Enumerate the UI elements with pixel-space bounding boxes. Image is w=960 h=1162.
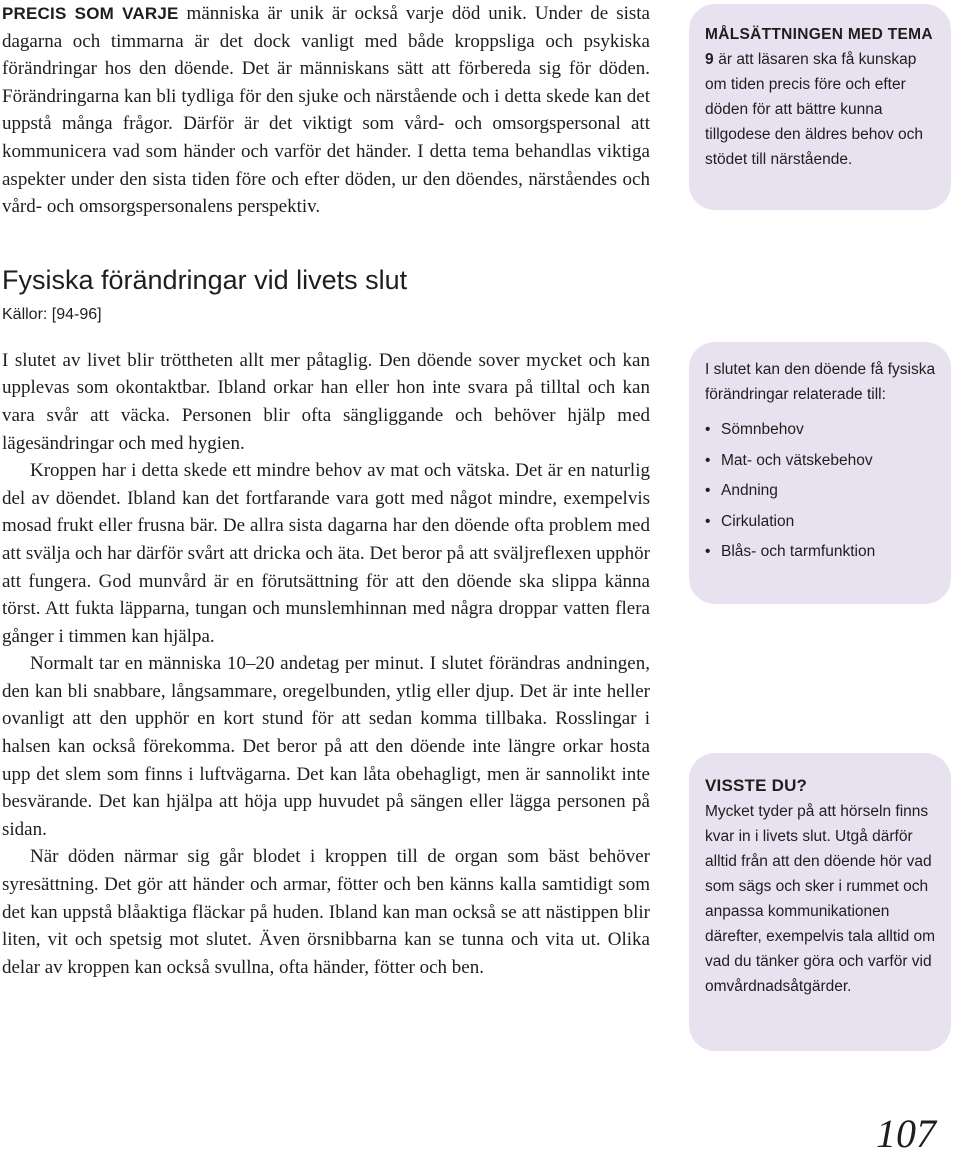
bullet-icon: • bbox=[705, 543, 711, 561]
list-item-label: Cirkulation bbox=[721, 512, 795, 530]
page-number: 107 bbox=[876, 1111, 936, 1156]
list-item bbox=[705, 446, 937, 477]
list-item-label: Sömnbehov bbox=[721, 421, 804, 438]
intro-text: människa är unik är också varje död unik. Under de sista dagarna och timmarna är det dock vanligt med både kroppsliga och psykiska förändringar hos den döende. Det är människans sätt att förbereda sig för döden. Förändringarna kan bli tydliga för den sjuke och närstående och i detta skede kan det uppstå många frågor. Därför är det viktigt som vård- och omsorgspersonal att kommunicera vad som händer och varför det händer. I detta tema behandlas viktiga aspekter under den sista tiden före och efter döden, ur den döendes, närståendes och vård- och omsorgspersonalens perspektiv. bbox=[2, 3, 650, 218]
body-paragraph: Normalt tar en människa 10–20 andetag per minut. I slutet förändras andningen, den kan bli snabbare, långsammare, oregelbunden, ytlig eller djup. Det är inte heller ovanligt att den upphör en kort stund för att sedan komma tillbaka. Rosslingar i halsen kan också förekomma. Det beror på att den döende inte längre orkar hosta upp det slem som finns i luftvägarna. Det kan låta obehagligt, men är sannolikt inte besvärande. Det kan hjälpa att höja upp huvudet på sängen eller lägga personen på sidan. bbox=[2, 653, 650, 840]
list-item-label: Blås- och tarmfunktion bbox=[721, 543, 876, 561]
list-item bbox=[705, 476, 937, 507]
body-paragraph: När döden närmar sig går blodet i kroppen till de organ som bäst behöver syresättning. Det gör att händer och armar, fötter och ben känns kalla samtidigt som det kan uppstå blåaktiga fläckar på huden. Ibland kan man också se att nästippen blir liten, vit och spetsig mot slutet. Även örsnibbarna kan se tunna och vita ut. Olika delar av kroppen kan också svullna, ofta händer, fötter och ben. bbox=[2, 846, 650, 978]
bullet-icon: • bbox=[705, 512, 711, 530]
list-item bbox=[705, 537, 937, 568]
sources-line: Källor: [94-96] bbox=[2, 305, 102, 323]
goal-box bbox=[689, 4, 951, 210]
list-item bbox=[705, 415, 937, 446]
changes-list bbox=[705, 415, 937, 568]
section-heading: Fysiska förändringar vid livets slut bbox=[2, 264, 408, 295]
bullet-icon: • bbox=[705, 482, 711, 500]
body-paragraph: I slutet av livet blir tröttheten allt mer påtaglig. Den döende sover mycket och kan upplevas som okontaktbar. Ibland orkar han eller hon inte svara på tilltal och kan vara svår att väcka. Personen blir ofta sängliggande och behöver hjälp med lägesändringar och med hygien. bbox=[2, 349, 650, 454]
changes-box bbox=[689, 342, 951, 604]
changes-intro: I slutet kan den döende få fysiska förändringar relaterade till: bbox=[705, 361, 936, 403]
did-you-know-title: VISSTE DU? bbox=[705, 776, 808, 795]
main-column bbox=[2, 0, 650, 981]
did-you-know-box bbox=[689, 753, 951, 1051]
list-item-label: Mat- och vätskebehov bbox=[721, 451, 873, 469]
intro-lead: PRECIS SOM VARJE bbox=[2, 4, 179, 23]
bullet-icon: • bbox=[705, 451, 711, 469]
list-item-label: Andning bbox=[721, 482, 778, 500]
body-paragraph: Kroppen har i detta skede ett mindre behov av mat och vätska. Det är en naturlig del av döendet. Ibland kan det fortfarande vara gott med något mindre, exempelvis mosad frukt eller frusna bär. De allra sista dagarna har den döende ofta problem med att svälja och har därför svårt att dricka och äta. Det beror på att sväljreflexen upphör att fungera. God munvård är en förutsättning för att den döende ska slippa känna törst. Att fukta läpparna, tungan och munslemhinnan med några droppar vatten flera gånger i timmen kan hjälpa. bbox=[2, 460, 650, 647]
intro-paragraph bbox=[2, 0, 650, 221]
list-item bbox=[705, 507, 937, 538]
bullet-icon: • bbox=[705, 421, 711, 438]
goal-text: är att läsaren ska få kunskap om tiden precis före och efter döden för att bättre kunna tillgodese den äldres behov och stödet till närstående. bbox=[705, 51, 924, 168]
did-you-know-text: Mycket tyder på att hörseln finns kvar in i livets slut. Utgå därför alltid från att den döende hör vad som sägs och sker i rummet och anpassa kommunikationen därefter, exempelvis tala alltid om vad du tänker göra och varför vid omvårdnadsåtgärder. bbox=[705, 803, 936, 995]
goal-caps: MÅLSÄTTNINGEN MED TEMA 9 bbox=[705, 26, 933, 68]
